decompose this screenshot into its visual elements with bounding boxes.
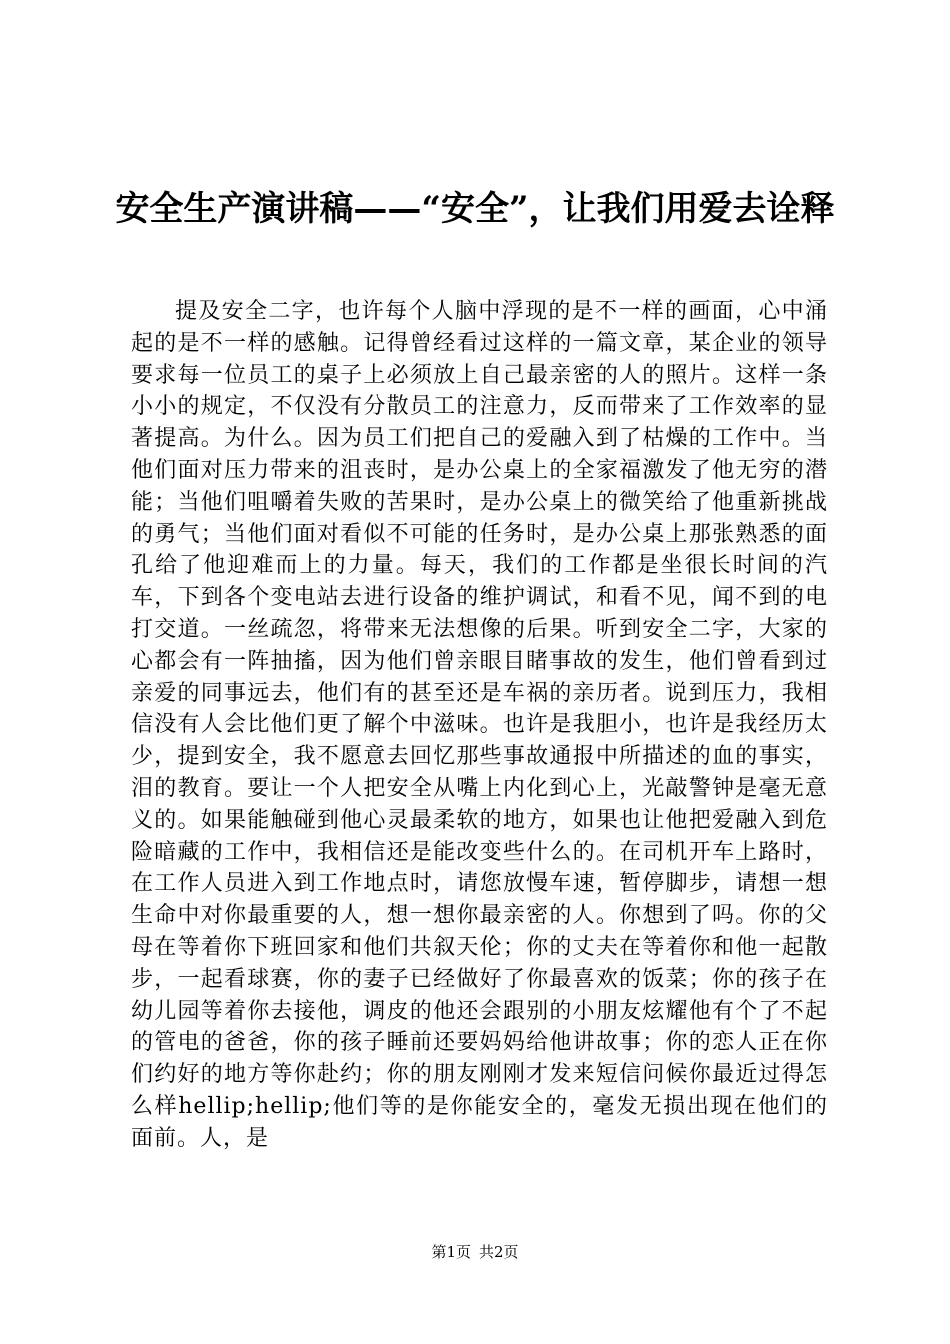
document-title: 安全生产演讲稿——“安全”，让我们用爱去诠释 [115,189,835,229]
page-total: 共2页 [479,1243,519,1261]
body-paragraph: 提及安全二字，也许每个人脑中浮现的是不一样的画面，心中涌起的是不一样的感触。记得曾经看过这样的一篇文章，某企业的领导要求每一位员工的桌子上必须放上自己最亲密的人的照片。这样一条小小的规定，不仅没有分散员工的注意力，反而带来了工作效率的显著提高。为什么。因为员工们把自己的爱融入到了枯燥的工作中。当他们面对压力带来的沮丧时，是办公桌上的全家福激发了他无穷的潜能；当他们咀嚼着失败的苦果时，是办公桌上的微笑给了他重新挑战的勇气；当他们面对看似不可能的任务时，是办公桌上那张熟悉的面孔给了他迎难而上的力量。每天，我们的工作都是坐很长时间的汽车，下到各个变电站去进行设备的维护调试，和看不见，闻不到的电打交道。一丝疏忽，将带来无法想像的后果。听到安全二字，大家的心都会有一阵抽搐，因为他们曾亲眼目睹事故的发生，他们曾看到过亲爱的同事远去，他们有的甚至还是车祸的亲历者。说到压力，我相信没有人会比他们更了解个中滋味。也许是我胆小，也许是我经历太少，提到安全，我不愿意去回忆那些事故通报中所描述的血的事实，泪的教育。要让一个人把安全从嘴上内化到心上，光敲警钟是毫无意义的。如果能触碰到他心灵最柔软的地方，如果也让他把爱融入到危险暗藏的工作中，我相信还是能改变些什么的。在司机开车上路时，在工作人员进入到工作地点时，请您放慢车速，暂停脚步，请想一想生命中对你最重要的人，想一想你最亲密的人。你想到了吗。你的父母在等着你下班回家和他们共叙天伦；你的丈夫在等着你和他一起散步，一起看球赛，你的妻子已经做好了你最喜欢的饭菜；你的孩子在幼儿园等着你去接他，调皮的他还会跟别的小朋友炫耀他有个了不起的管电的爸爸，你的孩子睡前还要妈妈给他讲故事；你的恋人正在你们约好的地方等你赴约；你的朋友刚刚才发来短信问候你最近过得怎么样hellip;hellip;他们等的是你能安全的，毫发无损出现在他们的面前。人，是 [131,299,828,1151]
page-number: 第1页 [431,1243,471,1261]
page-footer [0,1242,950,1262]
